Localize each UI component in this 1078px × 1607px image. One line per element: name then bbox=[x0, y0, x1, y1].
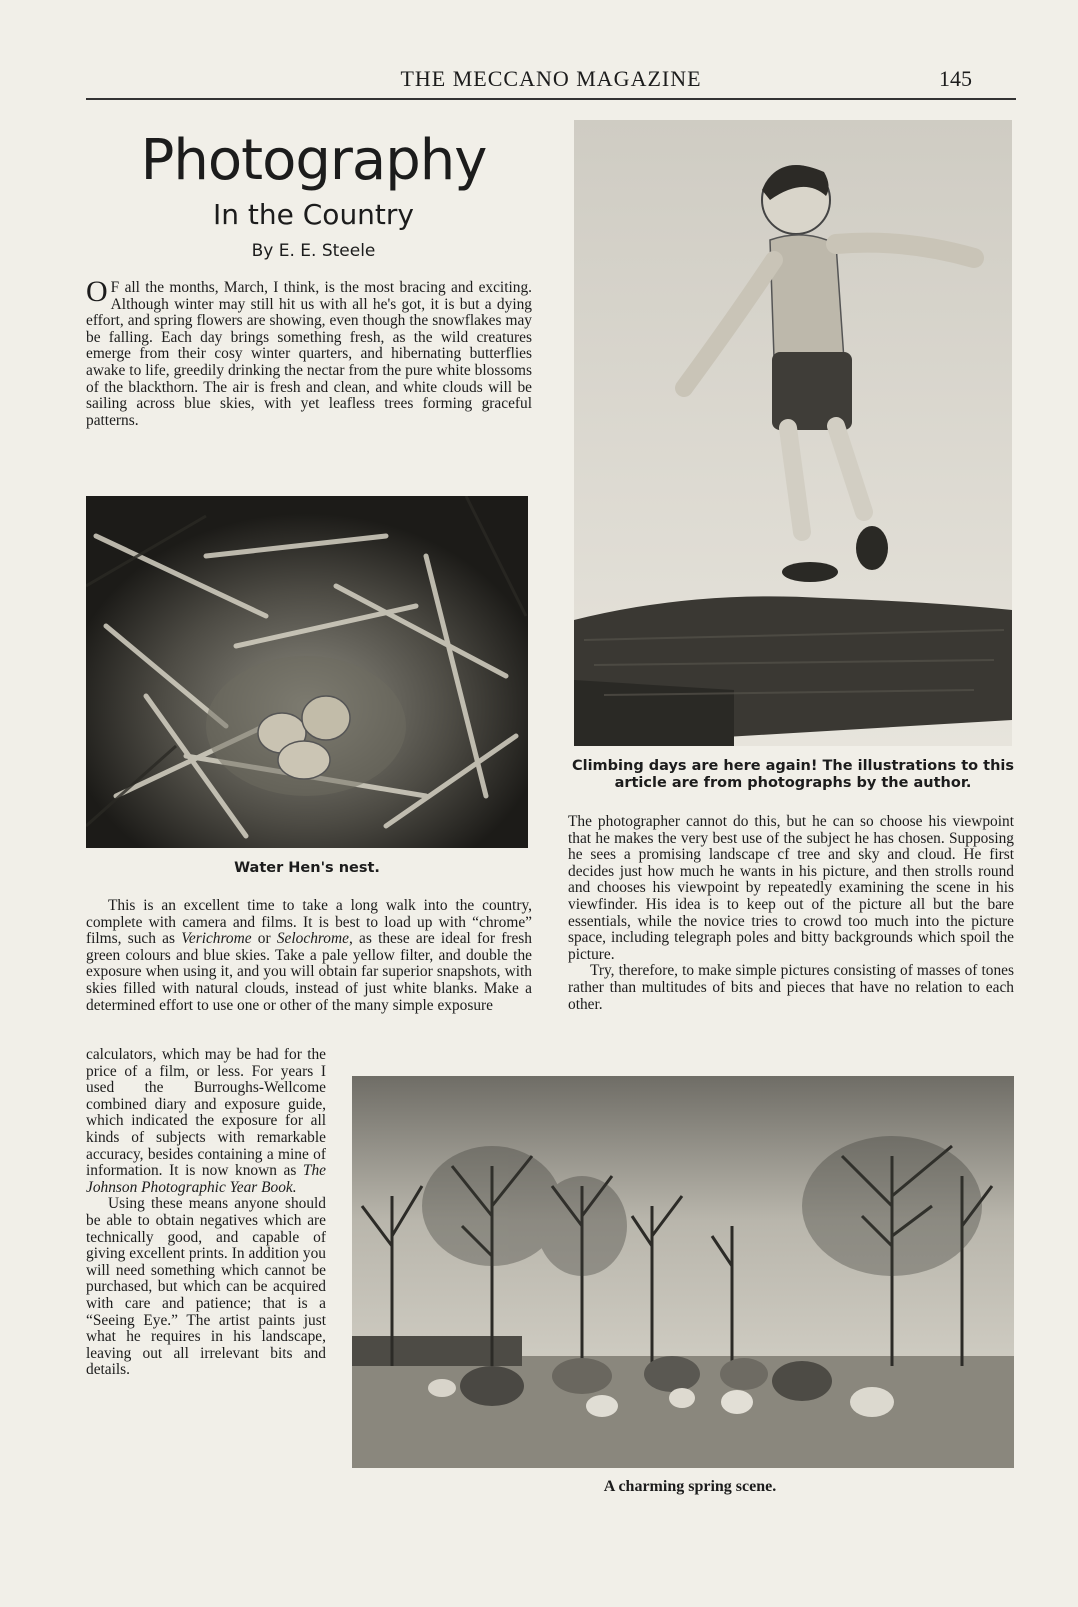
magazine-title: THE MECCANO MAGAZINE bbox=[400, 66, 702, 91]
boy-caption: Climbing days are here again! The illustrations to this article are from photographs by the author. bbox=[571, 758, 1015, 791]
article-byline: By E. E. Steele bbox=[251, 241, 376, 261]
drop-cap: O bbox=[86, 275, 108, 308]
verichrome-name: Verichrome bbox=[181, 930, 252, 948]
paragraph-narrow: calculators, which may be had for the price of a film, or less. For years I used the Burroughs-Wellcome combined diary and exposure guide, which indicated the exposure for all kinds of subjects with remarkable accuracy, besides containing a mine of information. It is now known as The Johnson Photographic Year Book. Using these means anyone should be able to obtain negatives which are technically good, and capable of giving excellent prints. In addition you will need something which cannot be purchased, but which can be acquired with care and patience; that is a “Seeing Eye.” The artist paints just what he requires in his landscape, leaving out all irrelevant bits and details. bbox=[86, 1046, 326, 1379]
intro-paragraph bbox=[86, 275, 532, 429]
article-subtitle: In the Country bbox=[213, 198, 414, 231]
page-header bbox=[86, 62, 1016, 100]
nest-caption: Water Hen's nest. bbox=[234, 860, 380, 876]
paragraph-seeing-eye: Using these means anyone should be able to obtain negatives which are technically good, and capable of giving excellent prints. In addition you will need something which cannot be purchased, but which can be acquired with care and patience; that is a “Seeing Eye.” The artist paints just what he requires in his landscape, leaving out all irrelevant bits and details. bbox=[86, 1195, 326, 1379]
paragraph-films: This is an excellent time to take a long walk into the country, complete with camera and films. It is best to load up with “chrome” films, such as Verichrome or Selochrome, as these are ideal for fresh green colours and blue skies. Take a pale yellow filter, and double the exposure when using it, and you will obtain far superior snapshots, with skies filled with natural clouds, instead of just white blanks. Make a determined effort to use one or other of the many simple exposure bbox=[86, 897, 532, 1014]
right-column-text bbox=[568, 814, 1014, 1013]
page-number: 145 bbox=[939, 66, 972, 91]
nest-photo bbox=[86, 496, 528, 848]
selochrome-name: Selochrome bbox=[276, 930, 349, 948]
spring-caption: A charming spring scene. bbox=[603, 1478, 777, 1495]
article-title: Photography bbox=[140, 128, 487, 193]
boy-photo bbox=[574, 120, 1012, 746]
paragraph-viewpoint: The photographer cannot do this, but he can so choose his viewpoint that he makes the very best use of the subject he has chosen. Supposing he sees a promising landscape cf tree and sky and cloud. He first decides just how much he wants in his picture, and then strolls round and chooses his viewpoint by repeatedly examining the scene in his viewfinder. His idea is to keep out of the picture all but the bare essentials, while the novice tries to crowd too much into the picture space, including telegraph poles and bitty backgrounds which spoil the picture. bbox=[568, 813, 1014, 963]
year-book-title: The Johnson Photographic Year Book. bbox=[86, 1162, 326, 1196]
intro-text: F all the months, March, I think, is the most bracing and exciting. Although winter may still hit us with all he's got, it is but a dying effort, and spring flowers are showing, even though the snowflakes may be falling. Each day brings something fresh, as the wild creatures emerge from their cosy winter quarters, and hibernating butterflies awake to life, greedily drinking the nectar from the pure white blossoms of the blackthorn. The air is fresh and clean, and white clouds will be sailing across blue skies, with yet leafless trees forming graceful patterns. bbox=[86, 279, 532, 429]
article-heading bbox=[86, 128, 541, 261]
paragraph-simple-pictures: Try, therefore, to make simple pictures consisting of masses of tones rather than multitudes of bits and pieces that have no relation to each other. bbox=[568, 962, 1014, 1013]
spring-scene-photo bbox=[352, 1076, 1014, 1468]
